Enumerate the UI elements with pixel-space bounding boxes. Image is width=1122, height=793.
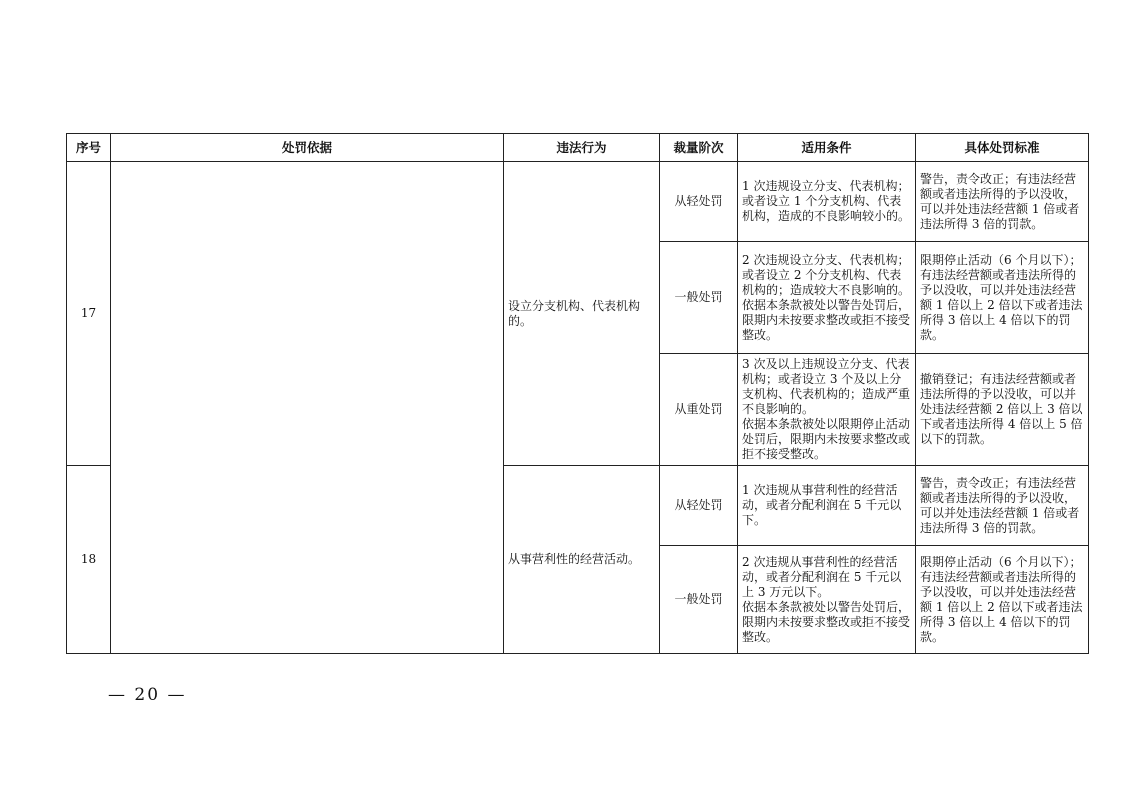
- standard-cell: 限期停止活动（6 个月以下）；有违法经营额或者违法所得的予以没收，可以并处违法经营额 1 倍以上 2 倍以下或者违法所得 3 倍以上 4 倍以下的罚款。: [916, 242, 1089, 354]
- penalty-table: [66, 133, 1089, 654]
- standard-cell: 警告，责令改正；有违法经营额或者违法所得的予以没收，可以并处违法经营额 1 倍或者违法所得 3 倍的罚款。: [916, 466, 1089, 546]
- level-cell: 一般处罚: [660, 242, 738, 354]
- header-level: 裁量阶次: [660, 134, 738, 162]
- condition-text: 依据本条款被处以警告处罚后，限期内未按要求整改或拒不接受整改。: [742, 297, 911, 342]
- level-cell: 从轻处罚: [660, 162, 738, 242]
- condition-text: 2 次违规设立分支、代表机构；或者设立 2 个分支机构、代表机构的；造成较大不良影响的。: [742, 252, 911, 297]
- page-number: — 20 —: [108, 685, 187, 705]
- table-header-row: [67, 134, 1089, 162]
- row-behavior: 设立分支机构、代表机构的。: [504, 162, 660, 466]
- level-cell: 从重处罚: [660, 354, 738, 466]
- level-cell: 一般处罚: [660, 546, 738, 654]
- condition-cell: [738, 354, 916, 466]
- condition-cell: [738, 466, 916, 546]
- header-condition: 适用条件: [738, 134, 916, 162]
- condition-text: 依据本条款被处以限期停止活动处罚后，限期内未按要求整改或拒不接受整改。: [742, 417, 911, 461]
- header-seq: 序号: [67, 134, 111, 162]
- condition-text: 依据本条款被处以警告处罚后，限期内未按要求整改或拒不接受整改。: [742, 599, 911, 644]
- condition-cell: [738, 242, 916, 354]
- standard-cell: 警告，责令改正；有违法经营额或者违法所得的予以没收，可以并处违法经营额 1 倍或者违法所得 3 倍的罚款。: [916, 162, 1089, 242]
- row-behavior: 从事营利性的经营活动。: [504, 466, 660, 654]
- condition-text: 2 次违规从事营利性的经营活动，或者分配利润在 5 千元以上 3 万元以下。: [742, 554, 902, 599]
- header-standard: 具体处罚标准: [916, 134, 1089, 162]
- condition-text: 1 次违规设立分支、代表机构；或者设立 1 个分支机构、代表机构，造成的不良影响较小的。: [742, 179, 911, 223]
- row-seq: 17: [67, 162, 111, 466]
- standard-cell: 限期停止活动（6 个月以下）；有违法经营额或者违法所得的予以没收，可以并处违法经营额 1 倍以上 2 倍以下或者违法所得 3 倍以上 4 倍以下的罚款。: [916, 546, 1089, 654]
- row-seq: 18: [67, 466, 111, 654]
- level-cell: 从轻处罚: [660, 466, 738, 546]
- condition-cell: [738, 162, 916, 242]
- header-basis: 处罚依据: [111, 134, 504, 162]
- condition-cell: [738, 546, 916, 654]
- standard-cell: 撤销登记；有违法经营额或者违法所得的予以没收，可以并处违法经营额 2 倍以上 3 倍以下或者违法所得 4 倍以上 5 倍以下的罚款。: [916, 354, 1089, 466]
- condition-text: 3 次及以上违规设立分支、代表机构；或者设立 3 个及以上分支机构、代表机构的；造成严重不良影响的。: [742, 357, 911, 416]
- basis-cell: [111, 162, 504, 654]
- header-behavior: 违法行为: [504, 134, 660, 162]
- condition-text: 1 次违规从事营利性的经营活动，或者分配利润在 5 千元以下。: [742, 483, 902, 527]
- table-row: [67, 162, 1089, 242]
